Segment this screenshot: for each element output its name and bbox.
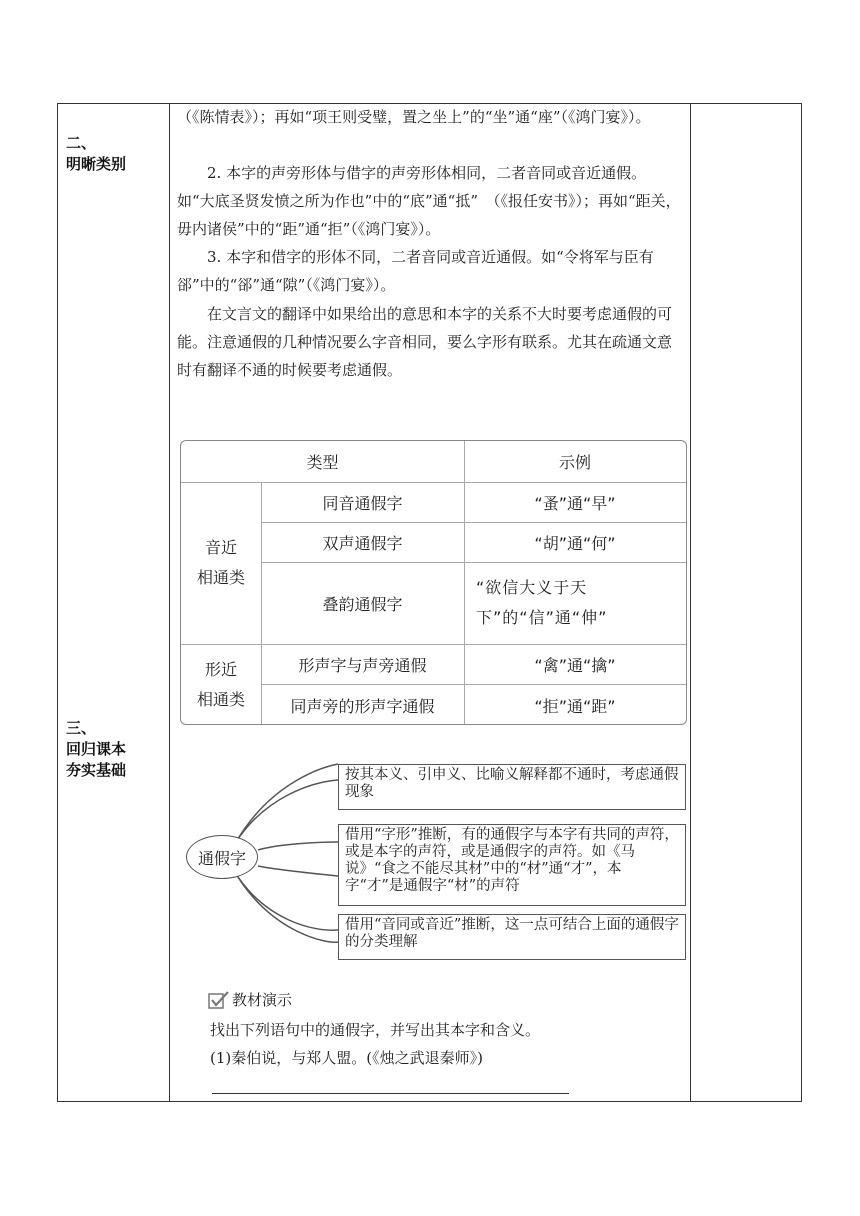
table-cell-example: “拒”通“距” xyxy=(534,696,616,716)
demo-heading xyxy=(208,989,292,1010)
table-header-type: 类型 xyxy=(306,453,339,472)
mind-map xyxy=(178,744,688,982)
demo-instruction: 找出下列语句中的通假字，并写出其本字和含义。 xyxy=(210,1021,541,1039)
table-cell-type: 同声旁的形声字通假 xyxy=(290,696,435,716)
mind-map-center: 通假字 xyxy=(186,835,258,879)
paragraph-continued: （《陈情表》）；再如“项王则受璧，置之坐上”的“坐”通“座”（《鸿门宴》）。 xyxy=(177,108,651,126)
mind-map-branch: 借用“字形”推断，有的通假字与本字有共同的声符，或是本字的声符，或是通假字的声符。如《马说》“食之不能尽其材”中的“材”通“才”，本字“才”是通假字“材”的声符 xyxy=(338,824,686,906)
check-box-icon xyxy=(208,990,230,1010)
paragraph-rule-3: 3. 本字和借字的形体不同，二者音同或音近通假。如“令将军与臣有郤”中的“郤”通“隙”（《鸿门宴》）。 xyxy=(177,248,654,294)
mind-map-branch: 借用“音同或音近”推断，这一点可结合上面的通假字的分类理解 xyxy=(338,914,686,960)
answer-line[interactable] xyxy=(212,1093,569,1094)
demo-title: 教材演示 xyxy=(232,991,293,1009)
paragraph-rule-2: 2. 本字的声旁形体与借字的声旁形体相同，二者音同或音近通假。如“大底圣贤发愤之所为作也”中的“底”通“抵” （《报任安书》）；再如“距关，毋内诸侯”中的“距”通“拒”（《鸿门宴》）。 xyxy=(177,164,681,238)
section-heading-2: 二、 明晰类别 xyxy=(66,134,127,173)
demo-question-1: (1)秦伯说，与郑人盟。(《烛之武退秦师》) xyxy=(210,1049,483,1067)
table-cell-type: 形声字与声旁通假 xyxy=(298,655,427,675)
type-table xyxy=(180,440,687,725)
table-header-example: 示例 xyxy=(558,453,591,472)
column-divider-right xyxy=(690,104,691,1101)
table-group-shape: 形近 相通类 xyxy=(196,660,245,709)
content-table xyxy=(57,103,802,1102)
table-cell-type: 同音通假字 xyxy=(322,493,403,513)
column-divider-left xyxy=(169,104,170,1101)
table-cell-example: “胡”通“何” xyxy=(534,533,616,553)
table-cell-type: 双声通假字 xyxy=(322,533,403,553)
paragraph-translation-tip: 在文言文的翻译中如果给出的意思和本字的关系不大时要考虑通假的可能。注意通假的几种情况要么字音相同，要么字形有联系。尤其在疏通文意时有翻译不通的时候要考虑通假。 xyxy=(177,305,673,379)
mind-map-branch: 按其本义、引申义、比喻义解释都不通时，考虑通假现象 xyxy=(338,764,686,810)
section-heading-3: 三、 回归课本 夯实基础 xyxy=(66,719,127,779)
table-cell-example: “禽”通“擒” xyxy=(534,655,616,675)
table-cell-example: “蚤”通“早” xyxy=(534,493,616,513)
table-group-sound: 音近 相通类 xyxy=(196,538,245,587)
table-cell-example: “欲信大义于天下”的“信”通“伸” xyxy=(476,578,608,627)
table-cell-type: 叠韵通假字 xyxy=(322,594,403,614)
